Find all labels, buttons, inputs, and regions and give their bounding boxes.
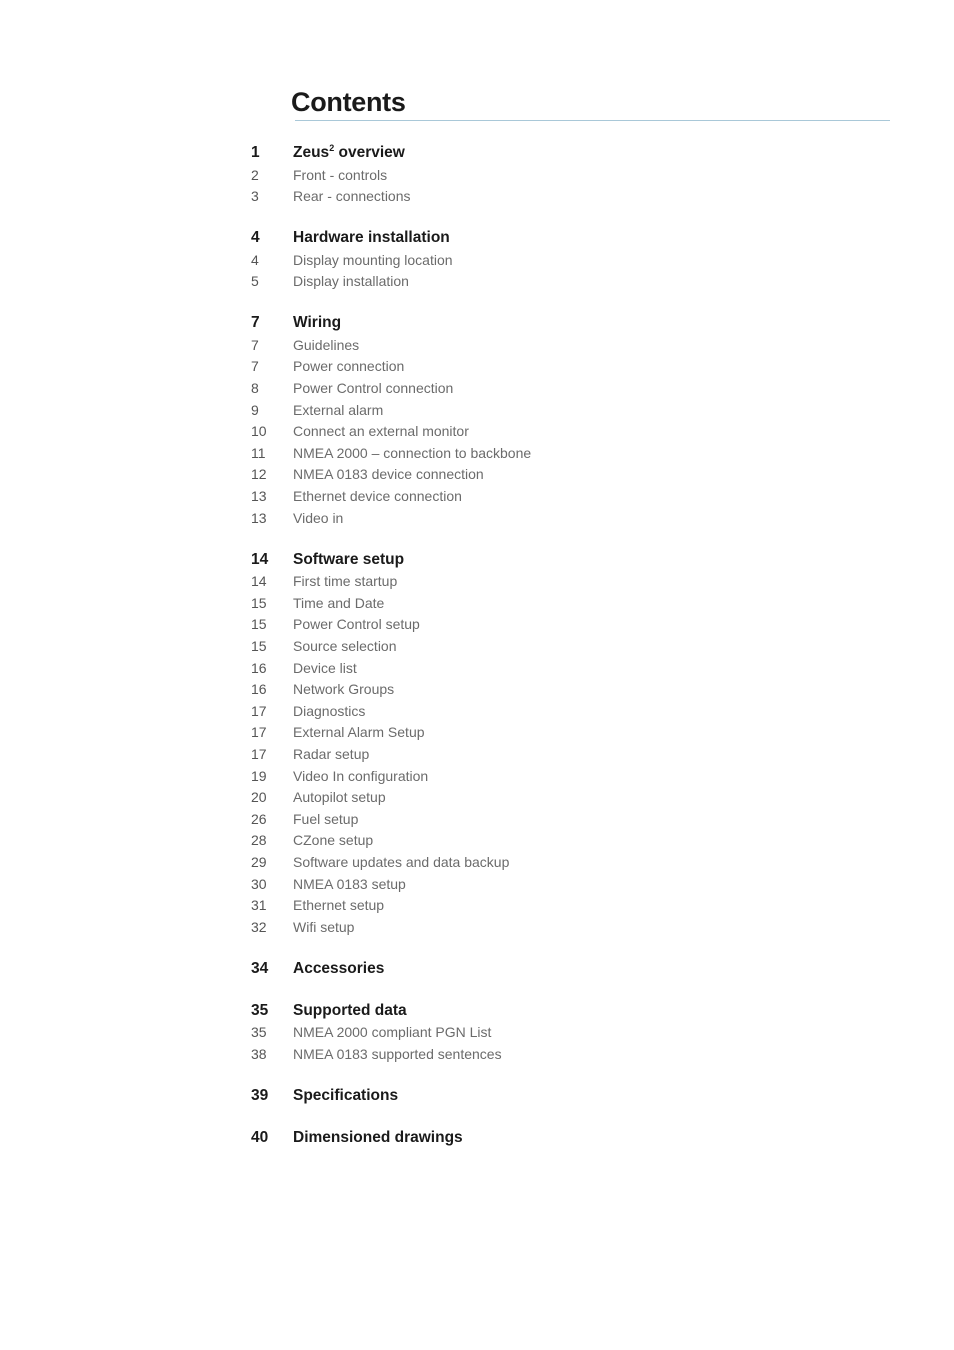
toc-entry-page-number: 9 (251, 401, 259, 418)
toc-entry-page-number: 30 (251, 875, 267, 892)
toc-section (251, 227, 851, 293)
toc-entry[interactable] (251, 917, 851, 939)
toc-entry-label: Software updates and data backup (293, 853, 510, 870)
title-divider (295, 120, 890, 121)
toc-section (251, 1000, 851, 1066)
toc-section-page-number: 14 (251, 550, 269, 568)
toc-entry-page-number: 11 (251, 444, 266, 461)
toc-entry-page-number: 29 (251, 853, 267, 870)
toc-section-title-text: Wiring (293, 314, 342, 332)
toc-entry-label: External alarm (293, 401, 384, 418)
toc-entry-page-number: 16 (251, 681, 267, 698)
toc-entry[interactable] (251, 744, 851, 766)
toc-entry-label: Power connection (293, 358, 405, 375)
toc-entry[interactable] (251, 1044, 851, 1066)
toc-entry-label: Power Control connection (293, 380, 454, 397)
toc-entry-label: Wifi setup (293, 918, 355, 935)
toc-section-title-text: Dimensioned drawings (293, 1129, 463, 1146)
toc-entry[interactable] (251, 809, 851, 831)
toc-section-title-text: Hardware installation (293, 229, 450, 247)
toc-entry-label: Front - controls (293, 166, 388, 183)
toc-section-heading[interactable] (251, 142, 851, 165)
table-of-contents (251, 142, 851, 1169)
toc-entry-page-number: 15 (251, 638, 267, 654)
toc-section-heading[interactable] (251, 312, 851, 335)
toc-section-page-number: 7 (251, 314, 260, 332)
toc-section-page-number: 4 (251, 229, 260, 247)
toc-entry[interactable] (251, 701, 851, 723)
toc-entry[interactable] (251, 852, 851, 874)
toc-entry-label: Autopilot setup (293, 789, 386, 806)
toc-entry-page-number: 38 (251, 1045, 267, 1062)
toc-section-title-suffix: overview (334, 144, 405, 161)
toc-entry[interactable] (251, 593, 851, 615)
toc-section-title (293, 1085, 398, 1108)
toc-entry[interactable] (251, 508, 851, 530)
toc-entry-label: Device list (293, 659, 357, 676)
toc-section (251, 958, 851, 981)
toc-entry-label: Video In configuration (293, 767, 429, 784)
toc-section-title (293, 312, 341, 335)
toc-section-title-text: Software setup (293, 550, 405, 568)
toc-section (251, 312, 851, 529)
toc-section (251, 142, 851, 208)
toc-entry-label: Rear - connections (293, 188, 411, 205)
toc-entry[interactable] (251, 614, 851, 636)
toc-section-page-number: 40 (251, 1129, 269, 1146)
toc-entry-label: Radar setup (293, 745, 370, 762)
toc-entry-page-number: 14 (251, 573, 267, 590)
toc-entry-label: Display mounting location (293, 251, 453, 268)
toc-entry[interactable] (251, 335, 851, 357)
toc-section-title (293, 549, 404, 572)
toc-entry-page-number: 10 (251, 423, 267, 440)
toc-entry-page-number: 7 (251, 336, 259, 353)
toc-section-heading[interactable] (251, 227, 851, 250)
toc-entry[interactable] (251, 378, 851, 400)
page-title: Contents (291, 87, 406, 117)
toc-entry[interactable] (251, 766, 851, 788)
toc-section-page-number: 35 (251, 1001, 269, 1019)
toc-entry-page-number: 17 (251, 724, 267, 741)
toc-entry-label: NMEA 0183 device connection (293, 466, 484, 483)
toc-entry-page-number: 2 (251, 166, 259, 183)
toc-entry-label: Ethernet setup (293, 897, 385, 914)
toc-section-title-text: Supported data (293, 1001, 407, 1019)
toc-entry-label: Network Groups (293, 681, 395, 698)
toc-entry[interactable] (251, 895, 851, 917)
toc-entry[interactable] (251, 250, 851, 272)
toc-entry-page-number: 26 (251, 810, 267, 827)
toc-entry[interactable] (251, 165, 851, 187)
toc-entry-label: Connect an external monitor (293, 423, 469, 440)
toc-entry[interactable] (251, 400, 851, 422)
toc-entry[interactable] (251, 636, 851, 658)
toc-entry-label: First time startup (293, 573, 398, 590)
toc-entry[interactable] (251, 443, 851, 465)
toc-entry-page-number: 35 (251, 1024, 267, 1041)
toc-entry[interactable] (251, 571, 851, 593)
toc-entry-page-number: 32 (251, 918, 267, 935)
toc-section-page-number: 39 (251, 1087, 269, 1104)
toc-section (251, 549, 851, 939)
toc-entry[interactable] (251, 271, 851, 293)
toc-entry-label: Video in (293, 509, 344, 526)
toc-section-title (293, 958, 384, 981)
toc-entry-label: NMEA 0183 supported sentences (293, 1045, 502, 1062)
toc-entry-label: External Alarm Setup (293, 724, 425, 741)
toc-section-title (293, 1000, 407, 1023)
toc-entry[interactable] (251, 356, 851, 378)
toc-section-heading[interactable] (251, 1085, 851, 1108)
toc-entry-page-number: 8 (251, 380, 259, 397)
toc-entry-page-number: 12 (251, 466, 267, 483)
toc-entry[interactable] (251, 722, 851, 744)
toc-entry-label: Fuel setup (293, 810, 359, 827)
toc-section-title (293, 227, 450, 250)
toc-entry-label: Ethernet device connection (293, 488, 462, 505)
toc-section-title (293, 142, 405, 165)
toc-entry-page-number: 20 (251, 789, 267, 806)
toc-entry-page-number: 16 (251, 659, 267, 676)
toc-section-title (293, 1127, 463, 1150)
toc-entry-page-number: 19 (251, 767, 267, 784)
toc-section (251, 1127, 851, 1150)
toc-entry[interactable] (251, 830, 851, 852)
toc-entry[interactable] (251, 421, 851, 443)
toc-entry-page-number: 28 (251, 832, 267, 849)
toc-entry-label: NMEA 2000 compliant PGN List (293, 1024, 492, 1041)
toc-entry-page-number: 7 (251, 358, 259, 375)
toc-entry[interactable] (251, 658, 851, 680)
toc-section-title-superscript: 2 (329, 143, 335, 153)
toc-entry[interactable] (251, 679, 851, 701)
toc-entry-page-number: 31 (251, 897, 267, 914)
toc-section-heading[interactable] (251, 549, 851, 572)
toc-section-page-number: 1 (251, 144, 260, 161)
toc-entry-page-number: 3 (251, 188, 259, 205)
toc-section-title-text: Zeus (293, 144, 330, 161)
toc-entry-page-number: 17 (251, 745, 267, 762)
toc-entry-label: Power Control setup (293, 616, 420, 633)
toc-section-page-number: 34 (251, 959, 269, 977)
toc-entry-page-number: 4 (251, 251, 259, 268)
toc-entry-label: Guidelines (293, 336, 360, 353)
toc-entry[interactable] (251, 464, 851, 486)
toc-entry-label: Diagnostics (293, 702, 366, 719)
toc-entry-label: NMEA 2000 – connection to backbone (293, 444, 532, 461)
toc-section-title-text: Specifications (293, 1087, 399, 1104)
toc-entry-page-number: 13 (251, 509, 267, 526)
toc-entry[interactable] (251, 186, 851, 208)
toc-section-title-text: Accessories (293, 959, 385, 977)
toc-entry-label: Time and Date (293, 594, 385, 611)
toc-section-heading[interactable] (251, 958, 851, 981)
toc-entry-page-number: 15 (251, 594, 267, 611)
toc-section-heading[interactable] (251, 1000, 851, 1023)
toc-entry-label: Source selection (293, 638, 397, 654)
toc-entry-label: Display installation (293, 273, 409, 290)
toc-entry[interactable] (251, 486, 851, 508)
toc-entry[interactable] (251, 874, 851, 896)
toc-entry-page-number: 17 (251, 702, 267, 719)
toc-entry-page-number: 13 (251, 488, 267, 505)
toc-entry[interactable] (251, 1022, 851, 1044)
toc-entry[interactable] (251, 787, 851, 809)
toc-entry-page-number: 15 (251, 616, 267, 633)
toc-entry-label: NMEA 0183 setup (293, 875, 406, 892)
toc-section-heading[interactable] (251, 1127, 851, 1150)
toc-entry-page-number: 5 (251, 273, 259, 290)
toc-section (251, 1085, 851, 1108)
toc-entry-label: CZone setup (293, 832, 374, 849)
